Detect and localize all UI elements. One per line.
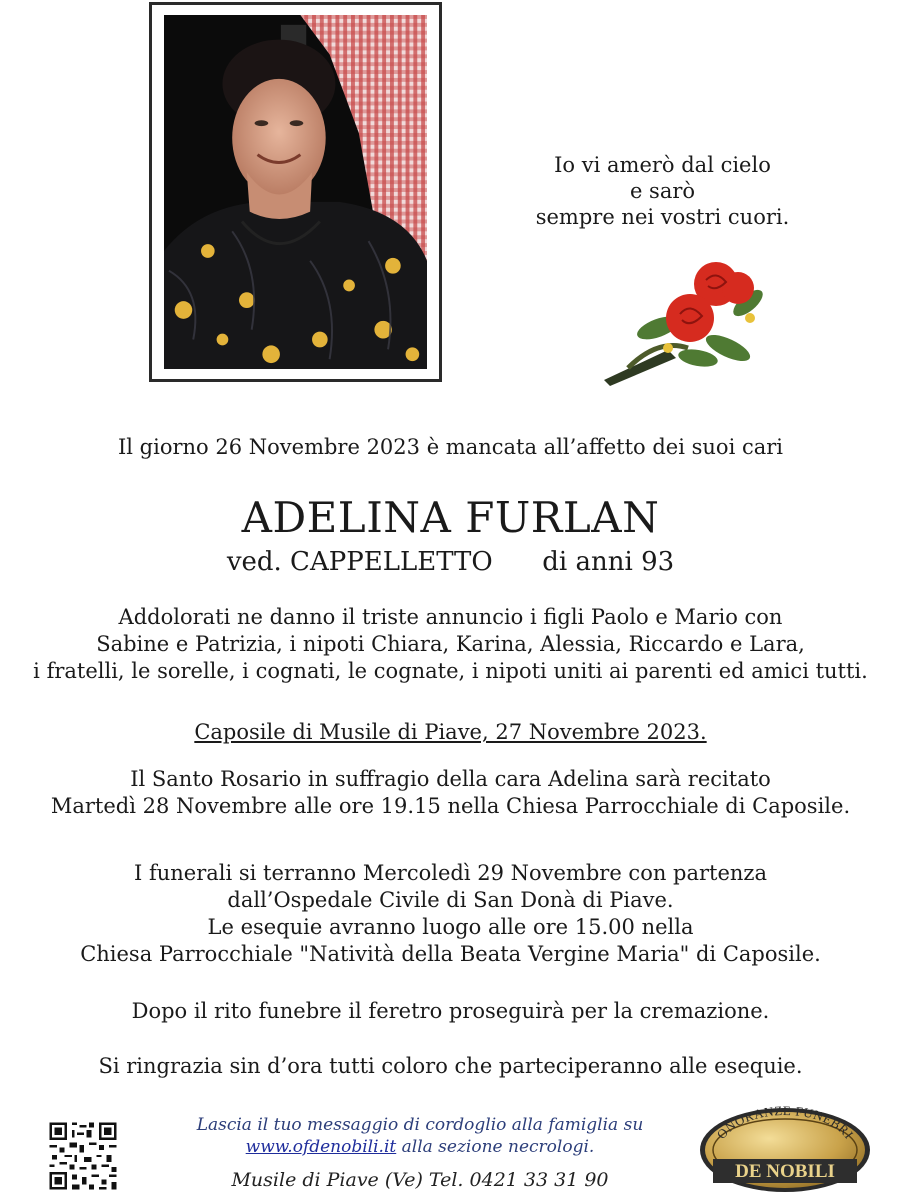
portrait-photo	[164, 15, 427, 369]
deceased-name: ADELINA FURLAN	[241, 493, 660, 542]
funeral-line: Le esequie avranno luogo alle ore 15.00 nella	[207, 915, 694, 939]
quote-line: Io vi amerò dal cielo	[554, 153, 771, 177]
funeral-home-logo	[697, 1105, 873, 1195]
qr-code[interactable]	[47, 1120, 119, 1192]
condolence-line: Lascia il tuo messaggio di cordoglio alla famiglia su	[196, 1115, 644, 1135]
intro-line: Il giorno 26 Novembre 2023 è mancata all’affetto dei suoi cari	[118, 435, 783, 459]
portrait-image	[164, 15, 427, 369]
deceased-subtitle: ved. CAPPELLETTO di anni 93	[226, 547, 675, 577]
condolence-line-rest: alla sezione necrologi.	[396, 1137, 595, 1157]
roses-illustration	[598, 258, 770, 388]
condolence-message	[160, 1114, 680, 1158]
quote-line: e sarò	[629, 179, 696, 203]
portrait-frame	[149, 2, 442, 382]
quote-line: sempre nei vostri cuori.	[535, 205, 790, 229]
funeral-line: Chiesa Parrocchiale "Natività della Beata Vergine Maria" di Caposile.	[80, 942, 821, 966]
memorial-quote	[520, 152, 805, 230]
thanks-line: Si ringrazia sin d’ora tutti coloro che parteciperanno alle esequie.	[98, 1054, 803, 1078]
logo-top-text: ONORANZE FUNEBRI	[713, 1105, 857, 1142]
contact-line: Musile di Piave (Ve) Tel. 0421 33 31 90	[231, 1169, 609, 1191]
website-link[interactable]: www.ofdenobili.it	[245, 1137, 397, 1157]
family-line: Addolorati ne danno il triste annuncio i figli Paolo e Mario con	[118, 605, 783, 629]
funeral-line: dall’Ospedale Civile di San Donà di Piave.	[227, 888, 674, 912]
family-paragraph	[0, 604, 901, 685]
funeral-line: I funerali si terranno Mercoledì 29 Novembre con partenza	[133, 861, 768, 885]
rosary-paragraph	[0, 766, 901, 820]
family-line: i fratelli, le sorelle, i cognati, le cognate, i nipoti uniti ai parenti ed amici tutti.	[33, 659, 868, 683]
place-date: Caposile di Musile di Piave, 27 Novembre 2023.	[194, 720, 707, 744]
family-line: Sabine e Patrizia, i nipoti Chiara, Karina, Alessia, Riccardo e Lara,	[96, 632, 805, 656]
rosary-line: Il Santo Rosario in suffragio della cara Adelina sarà recitato	[130, 767, 771, 791]
condolence-line-2	[160, 1136, 680, 1158]
cremation-line: Dopo il rito funebre il feretro proseguirà per la cremazione.	[131, 999, 770, 1023]
rosary-line: Martedì 28 Novembre alle ore 19.15 nella Chiesa Parrocchiale di Caposile.	[50, 794, 851, 818]
funeral-paragraph	[0, 860, 901, 968]
logo-bottom-text: DE NOBILI	[735, 1161, 835, 1182]
